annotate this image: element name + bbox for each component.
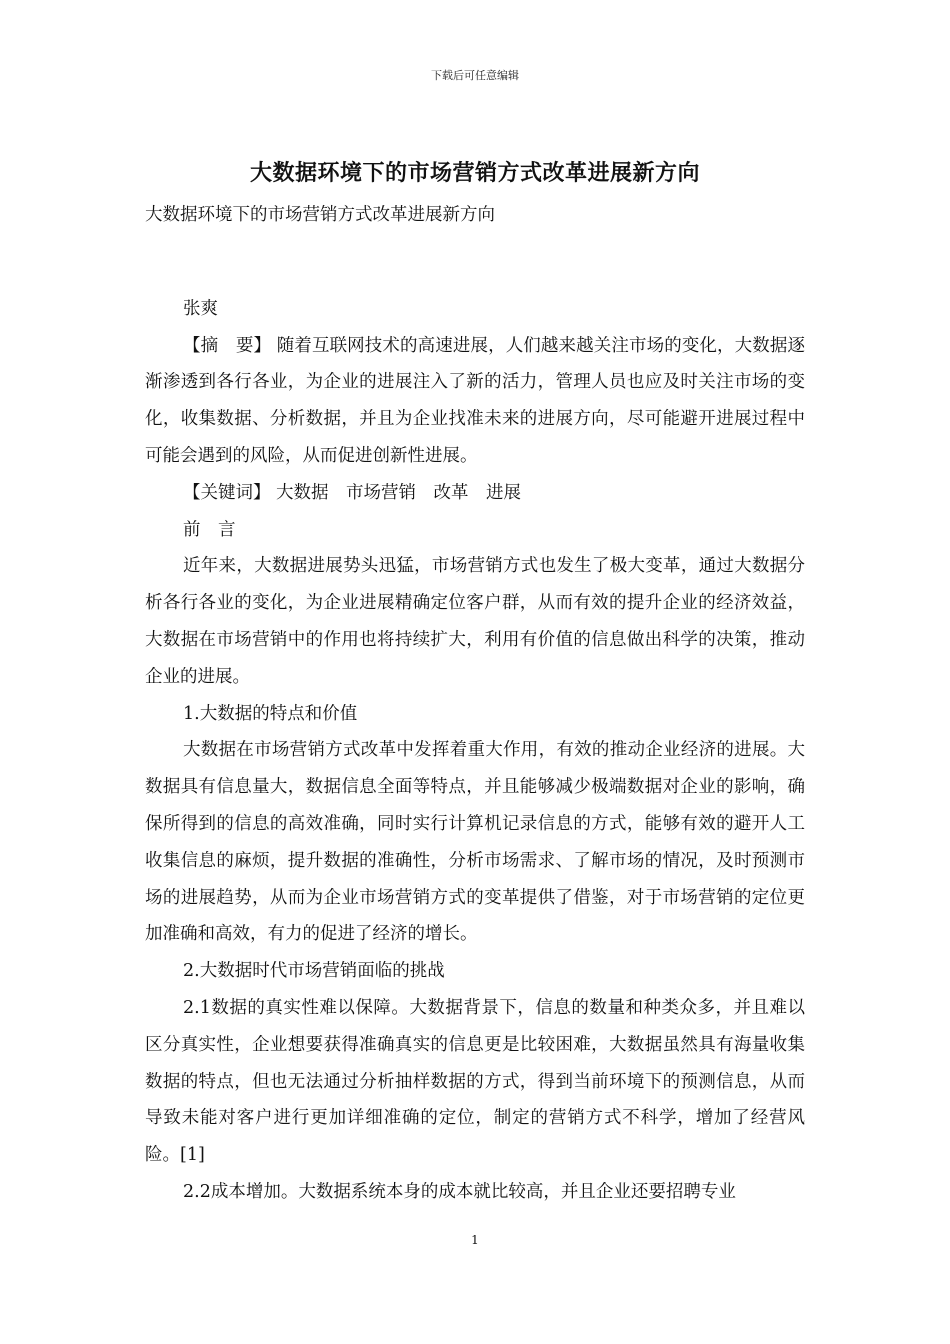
preface-paragraph: 近年来，大数据进展势头迅猛，市场营销方式也发生了极大变革，通过大数据分析各行各业的变化，为企业进展精确定位客户群，从而有效的提升企业的经济效益，大数据在市场营销中的作用也将持续扩大，利用有价值的信息做出科学的决策，推动企业的进展。 (145, 556, 805, 687)
section-1-paragraph: 大数据在市场营销方式改革中发挥着重大作用，有效的推动企业经济的进展。大数据具有信息量大，数据信息全面等特点，并且能够减少极端数据对企业的影响，确保所得到的信息的高效准确，同时实行计算机记录信息的方式，能够有效的避开人工收集信息的麻烦，提升数据的准确性，分析市场需求、了解市场的情况，及时预测市场的进展趋势，从而为企业市场营销方式的变革提供了借鉴，对于市场营销的定位更加准确和高效，有力的促进了经济的增长。 (145, 740, 805, 945)
preface-heading: 前 言 (183, 519, 236, 540)
section-1-heading: 1.大数据的特点和价值 (183, 703, 358, 724)
document-subtitle: 大数据环境下的市场营销方式改革进展新方向 (145, 205, 495, 225)
author-name: 张爽 (183, 298, 218, 319)
document-title: 大数据环境下的市场营销方式改革进展新方向 (249, 161, 700, 186)
keywords-line: 【关键词】 大数据 市场营销 改革 进展 (183, 482, 522, 503)
page-number: 1 (471, 1233, 479, 1247)
section-2-heading: 2.大数据时代市场营销面临的挑战 (183, 961, 445, 982)
header-note: 下载后可任意编辑 (431, 69, 519, 82)
section-2-2-paragraph: 2.2成本增加。大数据系统本身的成本就比较高，并且企业还要招聘专业 (183, 1181, 736, 1202)
section-2-1-paragraph: 2.1数据的真实性难以保障。大数据背景下，信息的数量和种类众多，并且难以区分真实性，企业想要获得准确真实的信息更是比较困难，大数据虽然具有海量收集数据的特点，但也无法通过分析抽样数据的方式，得到当前环境下的预测信息，从而导致未能对客户进行更加详细准确的定位，制定的营销方式不科学，增加了经营风险。[1] (145, 997, 805, 1166)
abstract-paragraph: 【摘 要】 随着互联网技术的高速进展，人们越来越关注市场的变化，大数据逐渐渗透到各行各业，为企业的进展注入了新的活力，管理人员也应及时关注市场的变化，收集数据、分析数据，并且为企业找准未来的进展方向，尽可能避开进展过程中可能会遇到的风险，从而促进创新性进展。 (145, 335, 805, 466)
document-body (145, 197, 805, 1211)
